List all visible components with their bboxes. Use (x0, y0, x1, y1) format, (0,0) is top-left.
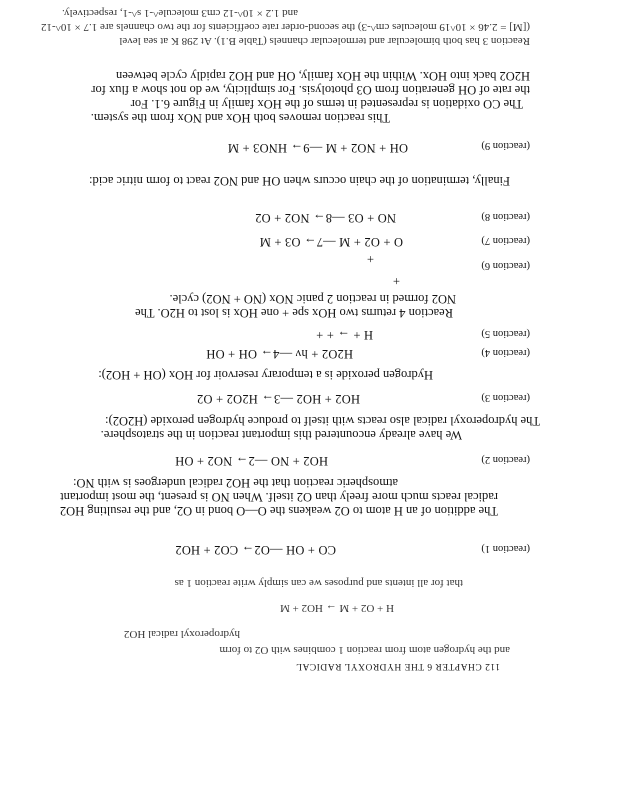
equation: H + O2 + M → HO2 + M (280, 602, 394, 614)
equation-reaction-8: NO + O3 —8→ NO2 + O2 (254, 211, 396, 225)
equation-reaction-7: O + O2 + M —7→ O3 + M (259, 235, 403, 249)
plus-sign: + (392, 274, 400, 288)
paragraph-line: and the hydrogen atom from reaction 1 combines with O2 to form (219, 644, 510, 656)
equation-reaction-3: HO2 + HO2 —3→ H2O2 + O2 (196, 392, 360, 406)
equation-reaction-5: H + → + + (316, 328, 373, 342)
paragraph-line: Reaction 4 returns two HOx spe + one HOx is lost to H2O. The (135, 306, 453, 320)
running-header: 112 CHAPTER 6 THE HYDROXYL RADICAL (295, 661, 500, 671)
paragraph-line: hydroperoxyl radical HO2 (123, 628, 240, 640)
paragraph-line: the rate of OH generation from O3 photolysis. For simplicity, we do not show a flux for (91, 83, 530, 97)
footnote-line: and 1.2 × 10^-12 cm3 molecule^-1 s^-1, respectively. (61, 7, 298, 19)
paragraph-line: H2O2 back into HOx. Within the HOx family, OH and HO2 rapidly cycle between (116, 69, 530, 83)
equation-number: (reaction 5) (481, 328, 530, 339)
equation-number: (reaction 8) (481, 211, 530, 222)
paragraph-line: The CO oxidation is represented in terms of the HOx family in Figure 6.1. For (130, 97, 523, 111)
paragraph-line: NO2 formed in reaction 2 panic NOx (NO + NO2) cycle. (169, 292, 456, 306)
paragraph-line: We have already encountered this important reaction in the stratosphere. (100, 428, 462, 442)
equation-number: (reaction 6) (481, 260, 530, 271)
paragraph-line: that for all intents and purposes we can simply write reaction 1 as (174, 577, 463, 589)
footnote-line: ([M] = 2.46 × 10^19 molecules cm^-3) the second-order rate coefficients for the two channels are 1.7 × 10^-12 (40, 21, 530, 33)
equation-reaction-2: HO2 + NO —2→ NO2 + OH (174, 454, 328, 468)
paragraph-line: Hydrogen peroxide is a temporary reservoir for HOx (OH + HO2): (98, 368, 433, 382)
equation-number: (reaction 2) (481, 454, 530, 465)
paragraph-line: atmospheric reaction that the HO2 radical undergoes is with NO: (72, 476, 398, 490)
paragraph-line: radical reacts much more freely than O2 itself. When NO is present, the most important (60, 490, 498, 504)
equation-reaction-1: CO + OH —O2→ CO2 + HO2 (175, 543, 336, 557)
footnote-line: Reaction 3 has both bimolecular and termolecular channels (Table B.1). At 298 K at sea level (119, 35, 530, 47)
equation-reaction-4: H2O2 + hν —4→ OH + OH (206, 347, 353, 361)
paragraph-line: The addition of an H atom to O2 weakens the O—O bond in O2, and the resulting HO2 (59, 504, 498, 518)
equation-number: (reaction 3) (481, 392, 530, 403)
paragraph-line: This reaction removes both HOx and NOx from the system. (90, 111, 390, 125)
paragraph-line: Finally, termination of the chain occurs when OH and NO2 react to form nitric acid: (89, 174, 510, 188)
equation-number: (reaction 4) (481, 347, 530, 358)
equation-number: (reaction 1) (481, 543, 530, 554)
equation-number: (reaction 9) (481, 140, 530, 151)
paragraph-line: The hydroperoxyl radical also reacts with itself to produce hydrogen peroxide (H2O2): (105, 414, 540, 428)
equation-reaction-9: OH + NO2 + M —9→ HNO3 + M (227, 141, 408, 155)
equation-number: (reaction 7) (481, 235, 530, 246)
plus-sign: + (366, 252, 374, 266)
